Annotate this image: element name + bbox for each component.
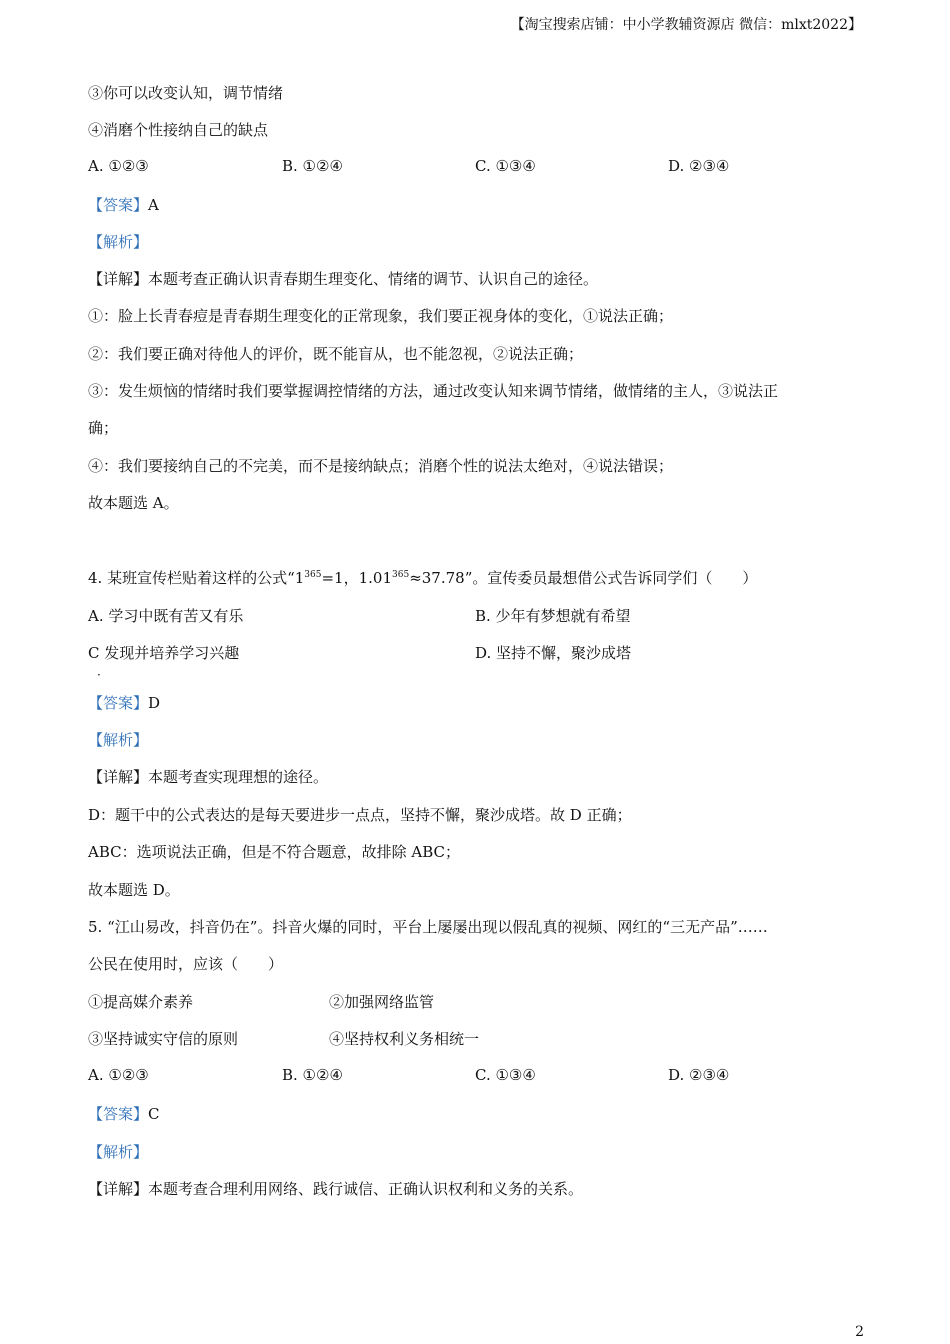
page-header: 【淘宝搜索店铺：中小学教辅资源店 微信：mlxt2022】 (510, 17, 862, 33)
analysis-tag: 【解析】 (88, 731, 149, 749)
option-c: C. ①③④ (475, 1066, 536, 1084)
statement-3: ③坚持诚实守信的原则 (88, 1030, 239, 1048)
statement-1: ①提高媒介素养 (88, 993, 194, 1011)
detail-line (88, 766, 328, 787)
analysis-tag: 【解析】 (88, 233, 149, 251)
detail-line (88, 268, 598, 289)
analysis-tag: 【解析】 (88, 1143, 149, 1161)
stray-dot: · (97, 668, 101, 682)
answer-line (88, 692, 160, 713)
exponent: 365 (392, 570, 410, 580)
option-d: D. 坚持不懈，聚沙成塔 (475, 644, 632, 662)
question-5-stem-cont: 公民在使用时，应该（ ） (88, 955, 284, 973)
statement-4: ④坚持权利义务相统一 (329, 1030, 480, 1048)
option-a: A. 学习中既有苦又有乐 (88, 607, 244, 625)
explanation-4: ④：我们要接纳自己的不完美，而不是接纳缺点；消磨个性的说法太绝对，④说法错误； (88, 457, 674, 475)
answer-value: A (148, 196, 159, 214)
explanation-2: ②：我们要正确对待他人的评价，既不能盲从，也不能忽视，②说法正确； (88, 345, 584, 363)
option-a: A. ①②③ (88, 1066, 149, 1084)
option-c: C. ①③④ (475, 157, 536, 175)
detail-tag: 【详解】 (88, 270, 149, 288)
statement-3: ③你可以改变认知，调节情绪 (88, 84, 284, 102)
option-a: A. ①②③ (88, 157, 149, 175)
option-b: B. ①②④ (282, 157, 343, 175)
detail-text: 本题考查正确认识青春期生理变化、情绪的调节、认识自己的途径。 (148, 270, 599, 288)
question-5-stem: 5. “江山易改，抖音仍在”。抖音火爆的同时，平台上屡屡出现以假乱真的视频、网红的“三无产品”…… (88, 918, 768, 936)
statement-4: ④消磨个性接纳自己的缺点 (88, 121, 269, 139)
explanation-2: ABC：选项说法正确，但是不符合题意，故排除 ABC； (88, 843, 460, 861)
answer-value: D (148, 694, 161, 712)
conclusion: 故本题选 D。 (88, 881, 180, 899)
option-c: C 发现并培养学习兴趣 (88, 644, 240, 662)
option-b: B. ①②④ (282, 1066, 343, 1084)
question-4-stem: 4. 某班宣传栏贴着这样的公式“$1^{365}=1$，$1.01^{365}\approx 37.78$”。宣传委员最想借公式告诉同学们（ ） (88, 569, 758, 587)
detail-line (88, 1178, 583, 1199)
detail-tag: 【详解】 (88, 1180, 149, 1198)
explanation-3-cont: 确； (88, 419, 119, 437)
option-d: D. ②③④ (668, 157, 730, 175)
page-number: 2 (855, 1324, 864, 1340)
explanation-1: ①：脸上长青春痘是青春期生理变化的正常现象，我们要正视身体的变化，①说法正确； (88, 307, 674, 325)
answer-tag: 【答案】 (88, 196, 149, 214)
conclusion: 故本题选 A。 (88, 494, 179, 512)
answer-value: C (148, 1105, 160, 1123)
answer-line (88, 1103, 160, 1124)
detail-text: 本题考查实现理想的途径。 (148, 768, 329, 786)
option-b: B. 少年有梦想就有希望 (475, 607, 631, 625)
answer-tag: 【答案】 (88, 694, 149, 712)
explanation-3: ③：发生烦恼的情绪时我们要掌握调控情绪的方法，通过改变认知来调节情绪，做情绪的主人，③说法正 (88, 382, 779, 400)
detail-text: 本题考查合理利用网络、践行诚信、正确认识权利和义务的关系。 (148, 1180, 584, 1198)
explanation-1: D：题干中的公式表达的是每天要进步一点点，坚持不懈，聚沙成塔。故 D 正确； (88, 806, 632, 824)
answer-line (88, 194, 159, 215)
detail-tag: 【详解】 (88, 768, 149, 786)
statement-2: ②加强网络监管 (329, 993, 435, 1011)
answer-tag: 【答案】 (88, 1105, 149, 1123)
exponent: 365 (304, 570, 322, 580)
option-d: D. ②③④ (668, 1066, 730, 1084)
